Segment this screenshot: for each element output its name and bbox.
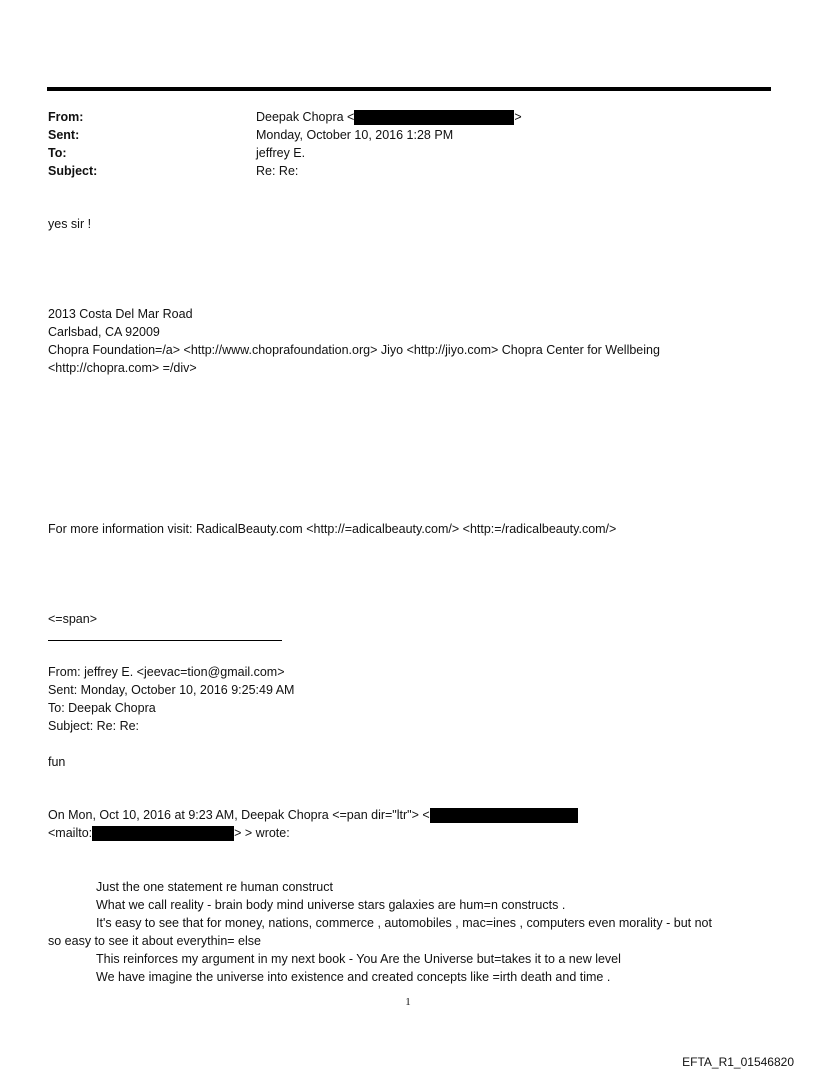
signature-links-1: Chopra Foundation=/a> <http://www.choprafoundation.org> Jiyo <http://jiyo.com> Chopra Center for Wellbeing bbox=[48, 343, 660, 357]
from-sender: Deepak Chopra < bbox=[256, 110, 355, 124]
reply-text: yes sir ! bbox=[48, 217, 92, 231]
quote-line: It's easy to see that for money, nations, commerce , automobiles , mac=ines , computers even morality - but not bbox=[96, 916, 712, 930]
to-row bbox=[48, 144, 648, 162]
sent-label: Sent: bbox=[48, 128, 80, 142]
sent-value: Monday, October 10, 2016 1:28 PM bbox=[256, 128, 454, 142]
signature-links-2: <http://chopra.com> =/div> bbox=[48, 361, 197, 375]
more-info-text: For more information visit: RadicalBeauty.com <http://=adicalbeauty.com/> <http:=/radicalbeauty.com/> bbox=[48, 522, 617, 536]
quote-line: Just the one statement re human construct bbox=[96, 880, 333, 894]
on-line-prefix: On Mon, Oct 10, 2016 at 9:23 AM, Deepak Chopra <=pan dir="ltr"> < bbox=[48, 808, 430, 822]
address-line-2: Carlsbad, CA 92009 bbox=[48, 325, 160, 339]
subject-value: Re: Re: bbox=[256, 164, 299, 178]
to-value: jeffrey E. bbox=[256, 146, 306, 160]
quote-line: This reinforces my argument in my next book - You Are the Universe but=takes it to a new level bbox=[96, 952, 621, 966]
from-value bbox=[256, 108, 522, 126]
forwarded-subject: Subject: Re: Re: bbox=[48, 719, 140, 733]
from-row bbox=[48, 108, 648, 126]
forwarded-header bbox=[48, 663, 294, 735]
bates-number: EFTA_R1_01546820 bbox=[682, 1055, 794, 1069]
quoted-message bbox=[48, 878, 768, 986]
redacted-email bbox=[430, 808, 578, 823]
address-line-1: 2013 Costa Del Mar Road bbox=[48, 307, 193, 321]
quote-line: What we call reality - brain body mind universe stars galaxies are hum=n constructs . bbox=[96, 898, 566, 912]
email-header bbox=[48, 108, 648, 180]
subject-row bbox=[48, 162, 648, 180]
on-line bbox=[48, 806, 578, 824]
to-label: To: bbox=[48, 146, 67, 160]
quote-line: so easy to see it about everythin= else bbox=[48, 934, 261, 948]
redacted-email bbox=[354, 110, 514, 125]
quoted-attribution bbox=[48, 806, 578, 842]
mailto-line bbox=[48, 824, 578, 842]
redacted-email bbox=[92, 826, 234, 841]
header-divider bbox=[47, 87, 771, 91]
forwarded-sent: Sent: Monday, October 10, 2016 9:25:49 AM bbox=[48, 683, 295, 697]
from-suffix: > bbox=[514, 110, 522, 124]
signature-address bbox=[48, 305, 660, 377]
forward-separator bbox=[48, 640, 282, 641]
sent-row bbox=[48, 126, 648, 144]
forwarded-message: fun bbox=[48, 755, 66, 769]
forwarded-to: To: Deepak Chopra bbox=[48, 701, 156, 715]
mailto-suffix: > > wrote: bbox=[234, 826, 290, 840]
page-number: 1 bbox=[405, 996, 411, 1008]
quote-line: We have imagine the universe into existence and created concepts like =irth death and time . bbox=[96, 970, 611, 984]
forwarded-from: From: jeffrey E. <jeevac=tion@gmail.com> bbox=[48, 665, 285, 679]
mailto-prefix: <mailto: bbox=[48, 826, 93, 840]
from-label: From: bbox=[48, 110, 84, 124]
span-artifact: <=span> bbox=[48, 612, 98, 626]
subject-label: Subject: bbox=[48, 164, 98, 178]
